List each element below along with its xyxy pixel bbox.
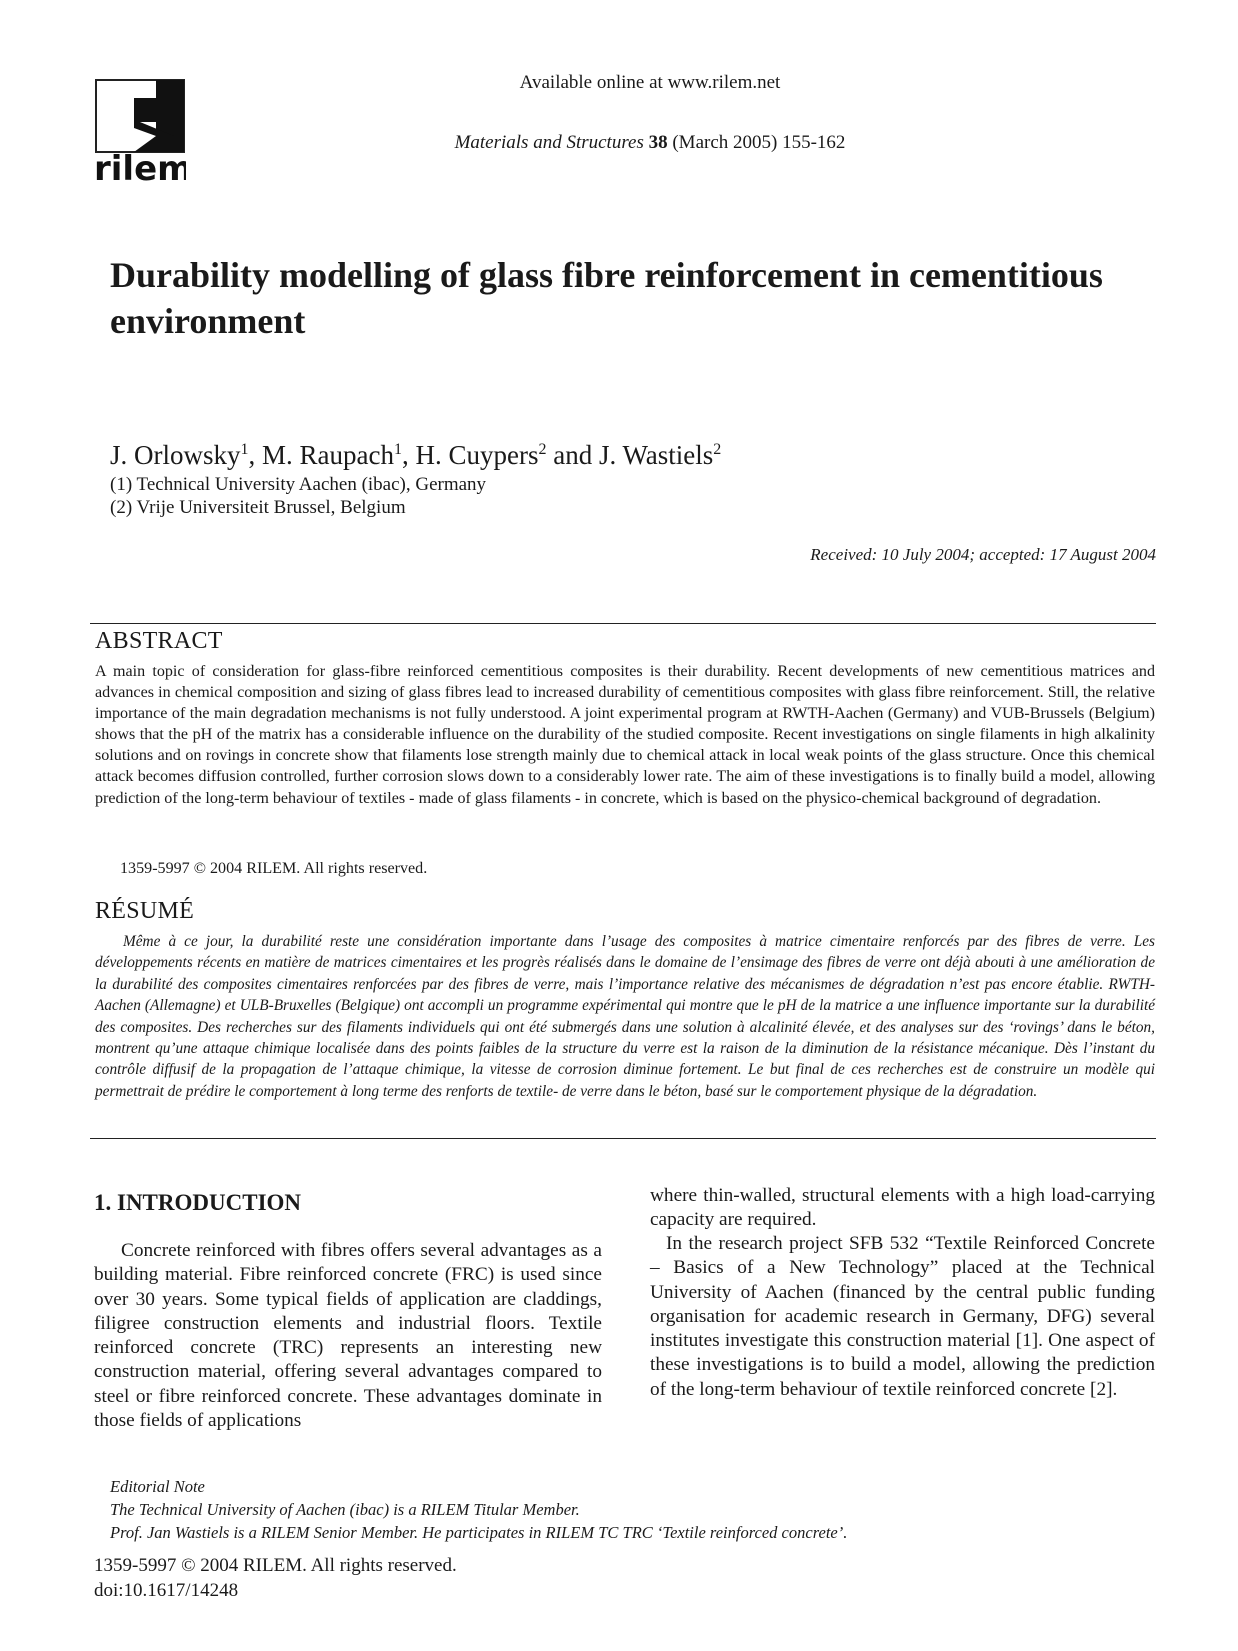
author-name: J. Orlowsky: [110, 440, 241, 470]
introduction-heading: 1. INTRODUCTION: [94, 1190, 302, 1215]
author-separator: ,: [401, 440, 416, 470]
author-separator: ,: [248, 440, 263, 470]
author-affiliation-marker: 1: [393, 441, 402, 458]
editorial-note-heading: Editorial Note: [110, 1477, 205, 1496]
availability-line: Available online at www.rilem.net: [519, 72, 781, 93]
editorial-note-line: Prof. Jan Wastiels is a RILEM Senior Member. He participates in RILEM TC TRC ‘Textile reinforced concrete’.: [110, 1523, 848, 1542]
abstract-heading: ABSTRACT: [95, 628, 223, 654]
abstract-copyright: 1359-5997 © 2004 RILEM. All rights reserved.: [120, 860, 428, 877]
journal-issue-pages: (March 2005) 155-162: [672, 132, 846, 153]
footer-doi: doi:10.1617/14248: [94, 1580, 239, 1601]
journal-volume: 38: [648, 132, 668, 153]
svg-text:rilem: rilem: [94, 149, 186, 182]
author-separator: and: [546, 440, 599, 470]
received-dates: Received: 10 July 2004; accepted: 17 August 2004: [810, 545, 1156, 564]
introduction-column-2-paragraph: In the research project SFB 532 “Textile Reinforced Concrete – Basics of a New Technology” placed at the Technical University of Aachen (financed by the central public funding organisation for academic research in Germany, DFG) several institutes investigate this construction material [1]. One aspect of these investigations is to build a model, allowing the prediction of the long-term behaviour of textile reinforced concrete [2].: [650, 1233, 1155, 1400]
divider-bottom: [90, 1138, 1156, 1139]
affiliation-1: (1) Technical University Aachen (ibac), Germany: [110, 474, 487, 495]
abstract-text: A main topic of consideration for glass-fibre reinforced cementitious composites is their durability. Recent developments of new cementitious matrices and advances in chemical composition and sizing of glass fibres lead to increased durability of cementitious composites with glass fibre reinforcement. Still, the relative importance of the main degradation mechanisms is not fully understood. A joint experimental program at RWTH-Aachen (Germany) and VUB-Brussels (Belgium) shows that the pH of the matrix has a considerable influence on the durability of the studied composite. Recent investigations on single filaments in high alkalinity solutions and on rovings in concrete show that filaments lose strength mainly due to chemical attack in local weak points of the glass structure. Once this chemical attack becomes diffusion controlled, further corrosion slows down to a considerably lower rate. The aim of these investigations is to finally build a model, allowing prediction of the long-term behaviour of textiles - made of glass filaments - in concrete, which is based on the physico-chemical background of degradation.: [95, 663, 1155, 807]
author-name: M. Raupach: [262, 440, 394, 470]
footer-copyright: 1359-5997 © 2004 RILEM. All rights reserved.: [94, 1555, 457, 1576]
divider-top: [90, 623, 1156, 624]
journal-citation: [300, 132, 1000, 154]
author-name: J. Wastiels: [598, 440, 714, 470]
introduction-column-2-continued: where thin-walled, structural elements with a high load-carrying capacity are required.: [650, 1185, 1155, 1231]
editorial-note-line: The Technical University of Aachen (ibac) is a RILEM Titular Member.: [110, 1500, 580, 1519]
resume-heading: RÉSUMÉ: [95, 898, 195, 924]
journal-name: Materials and Structures: [454, 132, 644, 153]
paper-title: Durability modelling of glass fibre reinforcement in cementitious environment: [110, 255, 1103, 341]
rilem-logo: [94, 78, 186, 182]
introduction-column-1: Concrete reinforced with fibres offers several advantages as a building material. Fibre reinforced concrete (FRC) is used since over 30 years. Some typical fields of application are claddings, filigree construction elements and industrial floors. Textile reinforced concrete (TRC) represents an interesting new construction material, offering several advantages compared to steel or fibre reinforced concrete. These advantages dominate in those fields of applications: [94, 1240, 602, 1432]
author-affiliation-marker: 2: [538, 441, 547, 458]
affiliation-2: (2) Vrije Universiteit Brussel, Belgium: [110, 497, 406, 518]
author-affiliation-marker: 2: [713, 441, 722, 458]
author-name: H. Cuypers: [415, 440, 539, 470]
author-list: [110, 440, 721, 471]
resume-text: Même à ce jour, la durabilité reste une considération importante dans l’usage des composites à matrice cimentaire renforcés par des fibres de verre. Les développements récents en matière de matrices cimentaires et les progrès réalisés dans le domaine de l’ensimage des fibres de verre ont déjà abouti à une amélioration de la durabilité des composites cimentaires renforcées par des fibres de verre, mais l’importance relative des mécanismes de dégradation n’est pas encore établie. RWTH-Aachen (Allemagne) et ULB-Bruxelles (Belgique) ont accompli un programme expérimental qui montre que le pH de la matrice a une influence importante sur la durabilité des composites. Des recherches sur des filaments individuels qui ont été submergés dans une solution à alcalinité élevée, et des analyses sur des ‘rovings’ dans le béton, montrent qu’une attaque chimique localisée dans des points faibles de la structure du verre est la raison de la diminution de la résistance mécanique. Dès l’instant du contrôle diffusif de la propagation de l’attaque chimique, la vitesse de corrosion diminue fortement. Le but final de ces recherches est de construire un modèle qui permettrait de prédire le comportement à long terme des renforts de textile- de verre dans le béton, basé sur le comportement physique de la dégradation.: [95, 933, 1155, 1100]
author-affiliation-marker: 1: [240, 441, 249, 458]
